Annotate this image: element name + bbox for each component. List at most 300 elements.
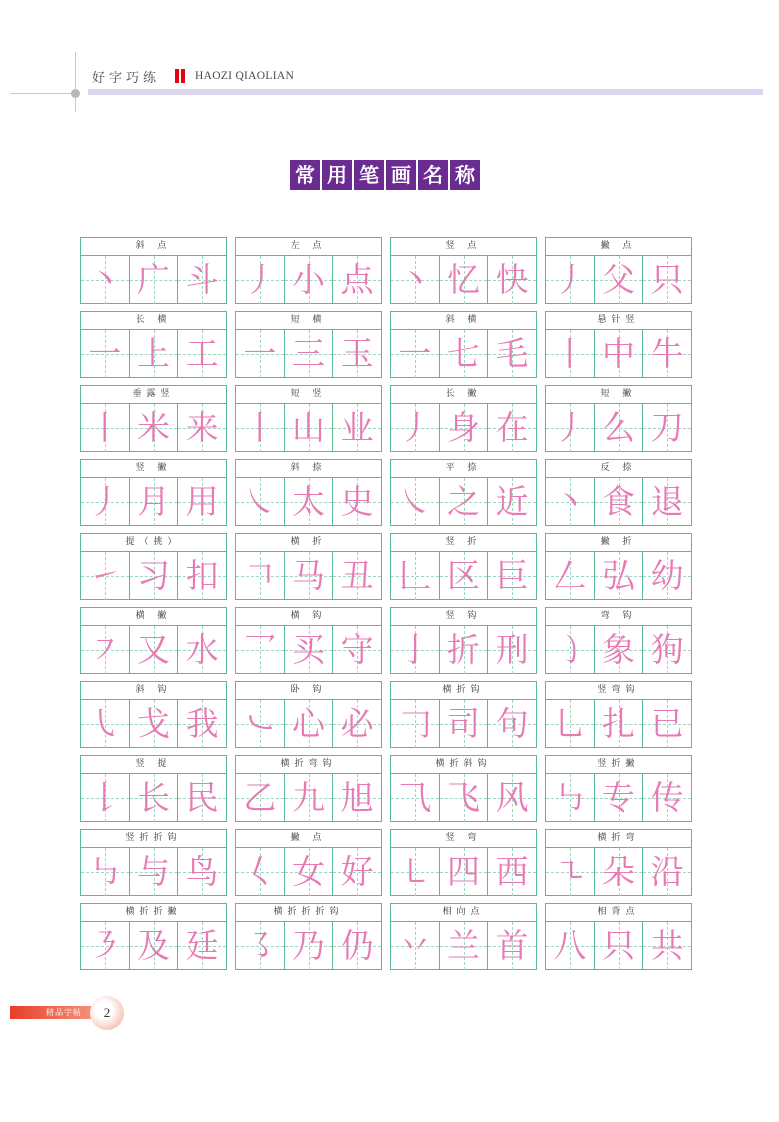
- example-char: 西: [495, 852, 529, 891]
- tian-grid-cell: [178, 330, 226, 378]
- example-char: 乃: [292, 926, 325, 965]
- tian-grid-cell: [488, 922, 536, 970]
- stroke-glyph: 丿: [243, 260, 277, 299]
- stroke-card: [80, 311, 227, 378]
- tian-grid-cell: [130, 922, 179, 970]
- example-char: 弘: [602, 556, 635, 595]
- stroke-name: 竖 折: [391, 534, 536, 552]
- example-char: 已: [650, 704, 684, 743]
- practice-cells: [81, 330, 226, 378]
- stroke-name: 撇 折: [546, 534, 691, 552]
- tian-grid-cell: [81, 552, 130, 600]
- header-dot: [71, 89, 80, 98]
- stroke-name: 竖 点: [391, 238, 536, 256]
- example-char: 身: [447, 408, 480, 447]
- tian-grid-cell: [285, 774, 334, 822]
- stroke-name: 短 横: [236, 312, 381, 330]
- stroke-name: 竖折折钩: [81, 830, 226, 848]
- example-char: 司: [447, 704, 480, 743]
- stroke-glyph: 𠃋: [553, 556, 587, 595]
- practice-cells: [236, 330, 381, 378]
- tian-grid-cell: [236, 922, 285, 970]
- tian-grid-cell: [546, 404, 595, 452]
- example-char: 折: [447, 630, 480, 669]
- tian-grid-cell: [285, 330, 334, 378]
- stroke-card: [80, 607, 227, 674]
- stroke-card: [545, 533, 692, 600]
- header-mark: [175, 69, 179, 83]
- example-char: 共: [650, 926, 684, 965]
- stroke-name: 悬针竖: [546, 312, 691, 330]
- example-char: 句: [495, 704, 529, 743]
- stroke-card: [80, 459, 227, 526]
- stroke-name: 横折折折钩: [236, 904, 381, 922]
- tian-grid-cell: [236, 478, 285, 526]
- example-char: 朵: [602, 852, 635, 891]
- stroke-card: [235, 681, 382, 748]
- example-char: 必: [340, 704, 374, 743]
- practice-cells: [81, 626, 226, 674]
- example-char: 史: [340, 482, 374, 521]
- stroke-card: [235, 533, 382, 600]
- practice-cells: [236, 848, 381, 896]
- tian-grid-cell: [488, 848, 536, 896]
- tian-grid-cell: [440, 774, 489, 822]
- title-char: 称: [450, 160, 480, 190]
- practice-cells: [546, 626, 691, 674]
- tian-grid-cell: [333, 626, 381, 674]
- stroke-card: [80, 237, 227, 304]
- stroke-glyph: 乚: [553, 704, 587, 743]
- tian-grid-cell: [643, 626, 691, 674]
- practice-cells: [236, 552, 381, 600]
- stroke-card: [545, 607, 692, 674]
- stroke-card: [235, 755, 382, 822]
- tian-grid-cell: [643, 404, 691, 452]
- tian-grid-cell: [440, 700, 489, 748]
- stroke-glyph: 丿: [553, 260, 587, 299]
- example-char: 民: [185, 778, 219, 817]
- tian-grid-cell: [391, 626, 440, 674]
- example-char: 心: [292, 704, 325, 743]
- example-char: 米: [137, 408, 170, 447]
- tian-grid-cell: [236, 848, 285, 896]
- stroke-glyph: 𠃍: [243, 556, 277, 595]
- stroke-glyph: 𠄌: [88, 778, 122, 817]
- stroke-glyph: 𠃌: [398, 704, 432, 743]
- stroke-name: 横折折撇: [81, 904, 226, 922]
- practice-cells: [81, 922, 226, 970]
- stroke-name: 竖 撇: [81, 460, 226, 478]
- tian-grid-cell: [81, 848, 130, 896]
- tian-grid-cell: [236, 330, 285, 378]
- tian-grid-cell: [285, 404, 334, 452]
- stroke-glyph: 丷: [398, 926, 432, 965]
- example-char: 巨: [495, 556, 529, 595]
- stroke-name: 斜 捺: [236, 460, 381, 478]
- tian-grid-cell: [595, 330, 644, 378]
- practice-cells: [391, 256, 536, 304]
- title-char: 用: [322, 160, 352, 190]
- tian-grid-cell: [643, 256, 691, 304]
- example-char: 七: [447, 334, 480, 373]
- stroke-name: 斜 钩: [81, 682, 226, 700]
- stroke-glyph: ㇏: [398, 482, 432, 521]
- stroke-glyph: 乛: [243, 630, 277, 669]
- tian-grid-cell: [236, 700, 285, 748]
- example-char: 在: [495, 408, 529, 447]
- practice-cells: [391, 848, 536, 896]
- example-char: 中: [602, 334, 635, 373]
- tian-grid-cell: [595, 552, 644, 600]
- example-char: 么: [602, 408, 635, 447]
- practice-cells: [236, 626, 381, 674]
- example-char: 只: [650, 260, 684, 299]
- stroke-glyph: ㇏: [243, 482, 277, 521]
- tian-grid-cell: [391, 700, 440, 748]
- tian-grid-cell: [130, 330, 179, 378]
- stroke-card: [235, 237, 382, 304]
- example-char: 狗: [650, 630, 684, 669]
- page-title: [290, 160, 480, 190]
- tian-grid-cell: [236, 626, 285, 674]
- stroke-glyph: ㇍: [553, 852, 587, 891]
- practice-cells: [391, 404, 536, 452]
- example-char: 忆: [447, 260, 480, 299]
- tian-grid-cell: [333, 774, 381, 822]
- practice-cells: [546, 478, 691, 526]
- stroke-glyph: 𡿨: [243, 852, 277, 891]
- example-char: 好: [340, 852, 374, 891]
- stroke-card: [80, 681, 227, 748]
- example-char: 三: [292, 334, 325, 373]
- stroke-name: 横折弯钩: [236, 756, 381, 774]
- stroke-glyph: 𠃊: [398, 556, 432, 595]
- title-char: 名: [418, 160, 448, 190]
- tian-grid-cell: [333, 848, 381, 896]
- tian-grid-cell: [546, 626, 595, 674]
- stroke-card: [390, 755, 537, 822]
- title-char: 笔: [354, 160, 384, 190]
- tian-grid-cell: [333, 922, 381, 970]
- stroke-card: [545, 829, 692, 896]
- stroke-card: [235, 829, 382, 896]
- tian-grid-cell: [178, 700, 226, 748]
- tian-grid-cell: [546, 922, 595, 970]
- tian-grid-cell: [391, 478, 440, 526]
- tian-grid-cell: [130, 256, 179, 304]
- example-char: 近: [495, 482, 529, 521]
- example-char: 太: [292, 482, 325, 521]
- tian-grid-cell: [391, 552, 440, 600]
- tian-grid-cell: [285, 256, 334, 304]
- tian-grid-cell: [488, 478, 536, 526]
- stroke-name: 反 捺: [546, 460, 691, 478]
- practice-cells: [546, 256, 691, 304]
- example-char: 传: [650, 778, 684, 817]
- stroke-glyph: 亅: [398, 630, 432, 669]
- stroke-glyph: 丿: [398, 408, 432, 447]
- stroke-glyph: 八: [553, 926, 587, 965]
- tian-grid-cell: [643, 700, 691, 748]
- stroke-glyph: 丨: [553, 334, 587, 373]
- example-char: 小: [292, 260, 325, 299]
- practice-cells: [546, 404, 691, 452]
- header-horizontal-rule: [10, 93, 80, 94]
- tian-grid-cell: [333, 478, 381, 526]
- tian-grid-cell: [595, 626, 644, 674]
- tian-grid-cell: [333, 700, 381, 748]
- tian-grid-cell: [391, 404, 440, 452]
- stroke-card: [545, 459, 692, 526]
- tian-grid-cell: [391, 922, 440, 970]
- tian-grid-cell: [81, 404, 130, 452]
- stroke-name: 撇 点: [546, 238, 691, 256]
- tian-grid-cell: [236, 404, 285, 452]
- tian-grid-cell: [440, 922, 489, 970]
- tian-grid-cell: [546, 478, 595, 526]
- example-char: 上: [137, 334, 170, 373]
- stroke-name: 竖 钩: [391, 608, 536, 626]
- tian-grid-cell: [595, 478, 644, 526]
- header-title-cn: 好字巧练: [92, 71, 161, 86]
- practice-cells: [391, 478, 536, 526]
- example-char: 四: [447, 852, 480, 891]
- practice-cells: [391, 552, 536, 600]
- tian-grid-cell: [333, 330, 381, 378]
- tian-grid-cell: [130, 404, 179, 452]
- stroke-name: 长 撇: [391, 386, 536, 404]
- practice-cells: [81, 478, 226, 526]
- tian-grid-cell: [81, 256, 130, 304]
- stroke-glyph: 丨: [88, 408, 122, 447]
- stroke-card: [545, 681, 692, 748]
- example-char: 飞: [447, 778, 480, 817]
- tian-grid-cell: [178, 922, 226, 970]
- example-char: 毛: [495, 334, 529, 373]
- tian-grid-cell: [440, 256, 489, 304]
- example-char: 廷: [185, 926, 219, 965]
- tian-grid-cell: [130, 700, 179, 748]
- example-char: 风: [495, 778, 529, 817]
- example-char: 九: [292, 778, 325, 817]
- tian-grid-cell: [391, 330, 440, 378]
- tian-grid-cell: [285, 478, 334, 526]
- example-char: 只: [602, 926, 635, 965]
- stroke-glyph: ㇃: [243, 704, 277, 743]
- tian-grid-cell: [178, 404, 226, 452]
- practice-cells: [236, 404, 381, 452]
- stroke-glyph: ㇋: [88, 926, 122, 965]
- stroke-grid: [80, 237, 692, 970]
- stroke-glyph: ㇂: [88, 704, 122, 743]
- stroke-card: [390, 533, 537, 600]
- tian-grid-cell: [643, 478, 691, 526]
- stroke-card: [390, 903, 537, 970]
- stroke-name: 斜 横: [391, 312, 536, 330]
- tian-grid-cell: [488, 256, 536, 304]
- stroke-card: [235, 385, 382, 452]
- title-char: 画: [386, 160, 416, 190]
- stroke-card: [545, 311, 692, 378]
- stroke-card: [235, 459, 382, 526]
- example-char: 斗: [185, 260, 219, 299]
- example-char: 鸟: [185, 852, 219, 891]
- tian-grid-cell: [440, 552, 489, 600]
- example-char: 象: [602, 630, 635, 669]
- stroke-glyph: 一: [88, 334, 122, 373]
- tian-grid-cell: [81, 774, 130, 822]
- stroke-card: [545, 755, 692, 822]
- stroke-card: [80, 829, 227, 896]
- stroke-name: 横 钩: [236, 608, 381, 626]
- tian-grid-cell: [488, 700, 536, 748]
- tian-grid-cell: [440, 478, 489, 526]
- tian-grid-cell: [643, 848, 691, 896]
- tian-grid-cell: [546, 552, 595, 600]
- example-char: 食: [602, 482, 635, 521]
- stroke-name: 斜 点: [81, 238, 226, 256]
- tian-grid-cell: [488, 626, 536, 674]
- stroke-glyph: ㇌: [243, 926, 277, 965]
- stroke-card: [235, 607, 382, 674]
- example-char: 戈: [137, 704, 170, 743]
- example-char: 玉: [340, 334, 374, 373]
- stroke-name: 竖折撇: [546, 756, 691, 774]
- stroke-name: 弯 钩: [546, 608, 691, 626]
- tian-grid-cell: [595, 700, 644, 748]
- practice-cells: [546, 552, 691, 600]
- stroke-glyph: ㇉: [88, 852, 122, 891]
- tian-grid-cell: [130, 848, 179, 896]
- tian-grid-cell: [285, 700, 334, 748]
- practice-cells: [81, 700, 226, 748]
- example-char: 之: [447, 482, 480, 521]
- stroke-card: [390, 607, 537, 674]
- stroke-name: 横 折: [236, 534, 381, 552]
- tian-grid-cell: [546, 330, 595, 378]
- example-char: 与: [137, 852, 170, 891]
- stroke-glyph: ㇁: [553, 630, 587, 669]
- stroke-glyph: 丶: [553, 482, 587, 521]
- practice-cells: [81, 404, 226, 452]
- stroke-glyph: 一: [398, 334, 432, 373]
- tian-grid-cell: [595, 848, 644, 896]
- stroke-glyph: 丶: [398, 260, 432, 299]
- practice-cells: [81, 848, 226, 896]
- example-char: 刀: [650, 408, 684, 447]
- tian-grid-cell: [285, 922, 334, 970]
- example-char: 我: [185, 704, 219, 743]
- stroke-name: 短 竖: [236, 386, 381, 404]
- example-char: 点: [340, 260, 374, 299]
- example-char: 工: [185, 334, 219, 373]
- stroke-name: 相向点: [391, 904, 536, 922]
- tian-grid-cell: [546, 700, 595, 748]
- tian-grid-cell: [643, 922, 691, 970]
- tian-grid-cell: [488, 552, 536, 600]
- stroke-glyph: 乙: [243, 778, 277, 817]
- tian-grid-cell: [81, 330, 130, 378]
- tian-grid-cell: [333, 404, 381, 452]
- stroke-name: 卧 钩: [236, 682, 381, 700]
- stroke-name: 撇 点: [236, 830, 381, 848]
- stroke-card: [390, 459, 537, 526]
- example-char: 水: [185, 630, 219, 669]
- stroke-glyph: 丨: [243, 408, 277, 447]
- example-char: 马: [292, 556, 325, 595]
- tian-grid-cell: [178, 478, 226, 526]
- footer-label: 精品字帖: [46, 1008, 82, 1017]
- stroke-card: [80, 385, 227, 452]
- stroke-card: [80, 533, 227, 600]
- tian-grid-cell: [643, 552, 691, 600]
- practice-cells: [546, 922, 691, 970]
- example-char: 女: [292, 852, 325, 891]
- example-char: 长: [137, 778, 170, 817]
- example-char: 又: [137, 630, 170, 669]
- practice-cells: [236, 774, 381, 822]
- practice-cells: [546, 848, 691, 896]
- example-char: 区: [447, 556, 480, 595]
- stroke-card: [80, 903, 227, 970]
- tian-grid-cell: [81, 478, 130, 526]
- stroke-card: [80, 755, 227, 822]
- tian-grid-cell: [595, 922, 644, 970]
- stroke-name: 竖弯钩: [546, 682, 691, 700]
- stroke-name: 垂露竖: [81, 386, 226, 404]
- practice-cells: [546, 774, 691, 822]
- tian-grid-cell: [178, 256, 226, 304]
- tian-grid-cell: [440, 626, 489, 674]
- example-char: 快: [495, 260, 529, 299]
- stroke-card: [235, 903, 382, 970]
- tian-grid-cell: [643, 774, 691, 822]
- stroke-card: [390, 237, 537, 304]
- tian-grid-cell: [546, 848, 595, 896]
- stroke-card: [545, 903, 692, 970]
- tian-grid-cell: [488, 330, 536, 378]
- practice-cells: [236, 478, 381, 526]
- example-char: 扎: [602, 704, 635, 743]
- example-char: 扣: [185, 556, 219, 595]
- tian-grid-cell: [81, 700, 130, 748]
- tian-grid-cell: [391, 848, 440, 896]
- example-char: 丑: [340, 556, 374, 595]
- tian-grid-cell: [333, 256, 381, 304]
- stroke-name: 竖 提: [81, 756, 226, 774]
- tian-grid-cell: [643, 330, 691, 378]
- header-title-en: HAOZI QIAOLIAN: [195, 70, 295, 82]
- example-char: 刑: [495, 630, 529, 669]
- example-char: 退: [650, 482, 684, 521]
- stroke-glyph: 丿: [553, 408, 587, 447]
- tian-grid-cell: [546, 774, 595, 822]
- stroke-name: 长 横: [81, 312, 226, 330]
- tian-grid-cell: [178, 626, 226, 674]
- stroke-name: 竖 弯: [391, 830, 536, 848]
- example-char: 守: [340, 630, 374, 669]
- stroke-card: [390, 385, 537, 452]
- example-char: 广: [137, 260, 170, 299]
- tian-grid-cell: [488, 404, 536, 452]
- stroke-name: 横折钩: [391, 682, 536, 700]
- example-char: 牛: [650, 334, 684, 373]
- practice-cells: [236, 922, 381, 970]
- stroke-card: [390, 681, 537, 748]
- stroke-glyph: ㇇: [88, 630, 122, 669]
- tian-grid-cell: [546, 256, 595, 304]
